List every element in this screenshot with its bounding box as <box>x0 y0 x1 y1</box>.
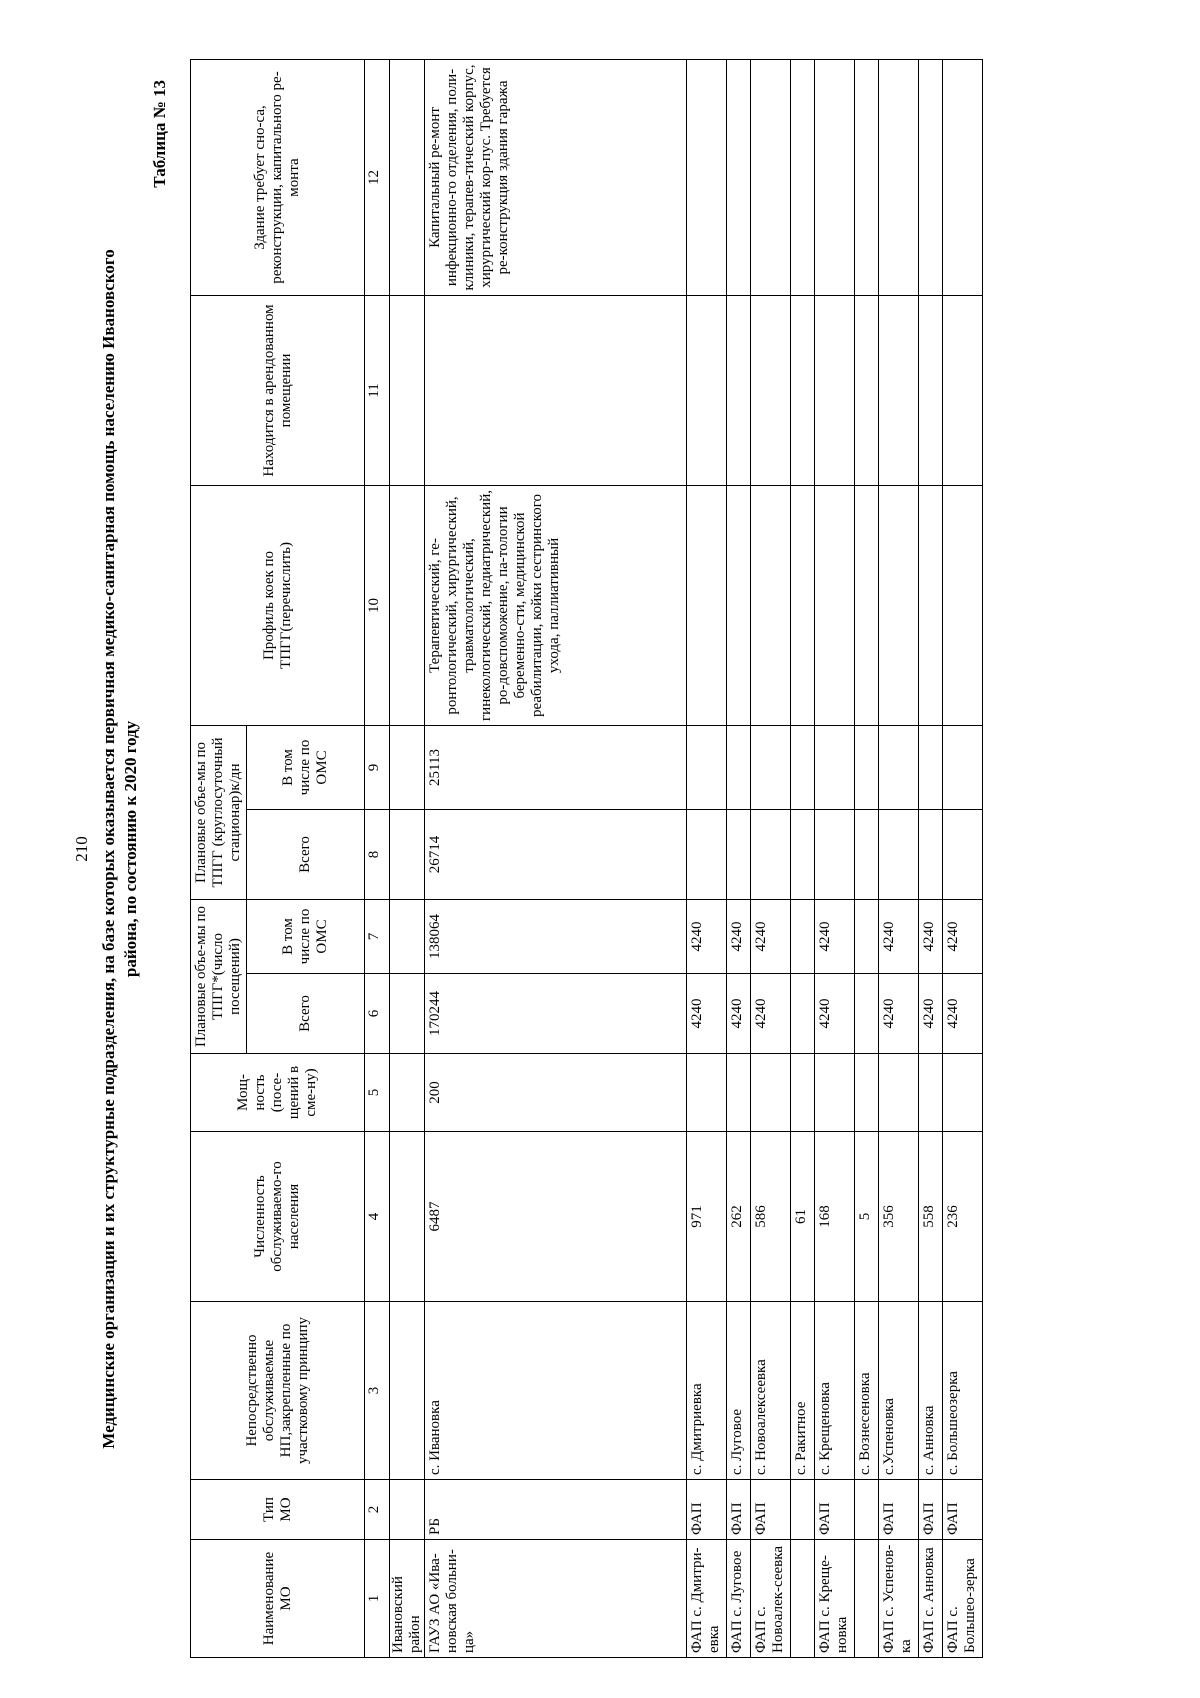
hospital-population: 6487 <box>425 1132 687 1302</box>
fap-beds-total <box>751 809 791 899</box>
fap-beds-oms <box>879 725 919 809</box>
fap-visits-total: 4240 <box>727 974 751 1054</box>
fap-repair <box>791 59 815 295</box>
document-title-line-1: Медицинские организации и их структурные подразделения, на базе которых оказывается первичная медико-санитарная помощь населению Ивановского <box>99 249 118 1449</box>
header-name: Наименование МО <box>191 1540 365 1658</box>
fap-rented <box>855 295 879 485</box>
column-number: 2 <box>365 1480 390 1540</box>
table-row <box>943 59 983 1657</box>
hospital-beds-total: 26714 <box>425 809 687 899</box>
fap-settlement: с. Новоалексеевка <box>751 1302 791 1480</box>
fap-type: ФАП <box>879 1480 919 1540</box>
header-population: Численность обслуживаемо-го населения <box>191 1132 365 1302</box>
district-name: Ивановский район <box>390 1540 425 1658</box>
fap-beds-total <box>943 809 983 899</box>
fap-bed-profile <box>751 485 791 725</box>
fap-bed-profile <box>815 485 855 725</box>
fap-beds-oms <box>687 725 727 809</box>
fap-population: 356 <box>879 1132 919 1302</box>
table-row <box>919 59 943 1657</box>
hospital-name: ГАУЗ АО «Ива-новская больни-ца» <box>425 1540 687 1658</box>
header-repair: Здание требует сно-са, реконструкции, капитального ре-монта <box>191 59 365 295</box>
table-row <box>687 59 727 1657</box>
column-number: 8 <box>365 809 390 899</box>
fap-visits-oms: 4240 <box>727 899 751 973</box>
hospital-beds-oms: 25113 <box>425 725 687 809</box>
header-bed-profile: Профиль коек по ТПГГ(перечислить) <box>191 485 365 725</box>
fap-bed-profile <box>879 485 919 725</box>
fap-settlement: с.Успеновка <box>879 1302 919 1480</box>
fap-repair <box>751 59 791 295</box>
fap-name: ФАП с. Дмитри-евка <box>687 1540 727 1658</box>
fap-type: ФАП <box>919 1480 943 1540</box>
fap-bed-profile <box>687 485 727 725</box>
fap-settlement: с. Крещеновка <box>815 1302 855 1480</box>
fap-rented <box>879 295 919 485</box>
table-row <box>751 59 791 1657</box>
table-header <box>191 59 365 1657</box>
column-number: 12 <box>365 59 390 295</box>
fap-capacity <box>943 1054 983 1132</box>
hospital-bed-profile: Терапевтический, ге-ронтологический, хирургический, травматологический, гинекологический, педиатрический, ро-довспоможение, па-тологии беременно-сти, медицинской реабилитации, койки сестринского ухода, паллиативный <box>425 485 687 725</box>
header-type: Тип МО <box>191 1480 365 1540</box>
header-settlements: Непосредственно обслуживаемые НП,закрепленные по участковому принципу <box>191 1302 365 1480</box>
fap-bed-profile <box>727 485 751 725</box>
table-row <box>815 59 855 1657</box>
column-number: 10 <box>365 485 390 725</box>
fap-visits-total: 4240 <box>815 974 855 1054</box>
hospital-capacity: 200 <box>425 1054 687 1132</box>
fap-beds-oms <box>751 725 791 809</box>
fap-beds-total <box>879 809 919 899</box>
fap-beds-total <box>919 809 943 899</box>
fap-capacity <box>791 1054 815 1132</box>
fap-visits-oms: 4240 <box>815 899 855 973</box>
fap-type: ФАП <box>751 1480 791 1540</box>
fap-visits-oms: 4240 <box>919 899 943 973</box>
hospital-visits-total: 170244 <box>425 974 687 1054</box>
fap-rented <box>727 295 751 485</box>
fap-rented <box>815 295 855 485</box>
hospital-repair: Капитальный ре-монт инфекционно-го отделения, поли-клиники, терапев-тический корпус, хирургический кор-пус. Требуется ре-конструкция здания гаража <box>425 59 687 295</box>
column-number: 11 <box>365 295 390 485</box>
fap-population: 262 <box>727 1132 751 1302</box>
header-visits-group: Плановые объе-мы по ТПГГ*(число посещений) <box>191 899 247 1053</box>
header-visits-total: Всего <box>247 974 365 1054</box>
fap-repair <box>943 59 983 295</box>
document-title <box>98 0 142 1698</box>
fap-rented <box>791 295 815 485</box>
fap-visits-total <box>855 974 879 1054</box>
hospital-type: РБ <box>425 1480 687 1540</box>
fap-bed-profile <box>855 485 879 725</box>
header-visits-oms: В том числе по ОМС <box>247 899 365 973</box>
district-row <box>390 59 425 1657</box>
fap-population: 586 <box>751 1132 791 1302</box>
fap-repair <box>727 59 751 295</box>
fap-settlement: с. Анновка <box>919 1302 943 1480</box>
fap-beds-oms <box>919 725 943 809</box>
fap-capacity <box>751 1054 791 1132</box>
fap-settlement: с. Большеозерка <box>943 1302 983 1480</box>
fap-repair <box>687 59 727 295</box>
fap-visits-total: 4240 <box>879 974 919 1054</box>
fap-name: ФАП с. Анновка <box>919 1540 943 1658</box>
fap-type: ФАП <box>943 1480 983 1540</box>
fap-settlement: с. Ракитное <box>791 1302 815 1480</box>
hospital-visits-oms: 138064 <box>425 899 687 973</box>
fap-repair <box>855 59 879 295</box>
hospital-rented <box>425 295 687 485</box>
fap-beds-oms <box>727 725 751 809</box>
fap-repair <box>919 59 943 295</box>
fap-name: ФАП с. Новоалек-сеевка <box>751 1540 791 1658</box>
header-beds-total: Всего <box>247 809 365 899</box>
fap-type <box>791 1480 815 1540</box>
fap-name: ФАП с. Креще-новка <box>815 1540 855 1658</box>
fap-rented <box>751 295 791 485</box>
fap-visits-total <box>791 974 815 1054</box>
fap-type <box>855 1480 879 1540</box>
header-beds-oms: В том числе по ОМС <box>247 725 365 809</box>
fap-settlement: с. Дмитриевка <box>687 1302 727 1480</box>
table-body <box>365 59 983 1657</box>
column-number: 9 <box>365 725 390 809</box>
fap-repair <box>879 59 919 295</box>
fap-beds-oms <box>943 725 983 809</box>
fap-visits-oms <box>855 899 879 973</box>
document-title-line-2: района, по состоянию к 2020 году <box>121 720 140 978</box>
fap-rented <box>943 295 983 485</box>
column-number: 3 <box>365 1302 390 1480</box>
fap-capacity <box>879 1054 919 1132</box>
column-number: 6 <box>365 974 390 1054</box>
fap-population: 168 <box>815 1132 855 1302</box>
fap-visits-total: 4240 <box>687 974 727 1054</box>
fap-settlement: с. Луговое <box>727 1302 751 1480</box>
fap-beds-oms <box>815 725 855 809</box>
fap-visits-total: 4240 <box>751 974 791 1054</box>
fap-visits-total: 4240 <box>919 974 943 1054</box>
hospital-row <box>425 59 687 1657</box>
header-capacity: Мощ-ность (посе-щений в сме-ну) <box>191 1054 365 1132</box>
fap-visits-oms: 4240 <box>687 899 727 973</box>
fap-population: 5 <box>855 1132 879 1302</box>
fap-capacity <box>727 1054 751 1132</box>
column-number-row <box>365 59 390 1657</box>
fap-capacity <box>815 1054 855 1132</box>
medical-organizations-table <box>190 59 983 1658</box>
fap-capacity <box>919 1054 943 1132</box>
column-number: 5 <box>365 1054 390 1132</box>
hospital-settlement: с. Ивановка <box>425 1302 687 1480</box>
fap-type: ФАП <box>687 1480 727 1540</box>
fap-population: 236 <box>943 1132 983 1302</box>
fap-visits-oms: 4240 <box>879 899 919 973</box>
page-number: 210 <box>72 836 91 862</box>
fap-population: 971 <box>687 1132 727 1302</box>
fap-bed-profile <box>919 485 943 725</box>
fap-population: 61 <box>791 1132 815 1302</box>
fap-beds-total <box>855 809 879 899</box>
fap-visits-total: 4240 <box>943 974 983 1054</box>
column-number: 1 <box>365 1540 390 1658</box>
fap-name: ФАП с. Луговое <box>727 1540 751 1658</box>
fap-beds-oms <box>791 725 815 809</box>
fap-capacity <box>687 1054 727 1132</box>
table-row <box>855 59 879 1657</box>
fap-rented <box>687 295 727 485</box>
fap-type: ФАП <box>815 1480 855 1540</box>
header-rented: Находится в арендованном помещении <box>191 295 365 485</box>
fap-settlement: с. Вознесеновка <box>855 1302 879 1480</box>
fap-beds-total <box>727 809 751 899</box>
fap-beds-total <box>687 809 727 899</box>
fap-beds-total <box>815 809 855 899</box>
table-row <box>879 59 919 1657</box>
fap-repair <box>815 59 855 295</box>
header-beds-group: Плановые объе-мы по ТПГГ (круглосуточный стационар)к/дн <box>191 725 247 899</box>
fap-beds-oms <box>855 725 879 809</box>
fap-visits-oms: 4240 <box>751 899 791 973</box>
fap-name: ФАП с. Успенов-ка <box>879 1540 919 1658</box>
column-number: 7 <box>365 899 390 973</box>
fap-name <box>791 1540 815 1658</box>
table-row <box>727 59 751 1657</box>
fap-bed-profile <box>943 485 983 725</box>
fap-bed-profile <box>791 485 815 725</box>
fap-visits-oms: 4240 <box>943 899 983 973</box>
table-row <box>791 59 815 1657</box>
fap-rented <box>919 295 943 485</box>
fap-name <box>855 1540 879 1658</box>
fap-beds-total <box>791 809 815 899</box>
fap-population: 558 <box>919 1132 943 1302</box>
fap-type: ФАП <box>727 1480 751 1540</box>
table-label: Таблица № 13 <box>150 80 169 188</box>
fap-capacity <box>855 1054 879 1132</box>
column-number: 4 <box>365 1132 390 1302</box>
fap-visits-oms <box>791 899 815 973</box>
fap-name: ФАП с. Большео-зерка <box>943 1540 983 1658</box>
